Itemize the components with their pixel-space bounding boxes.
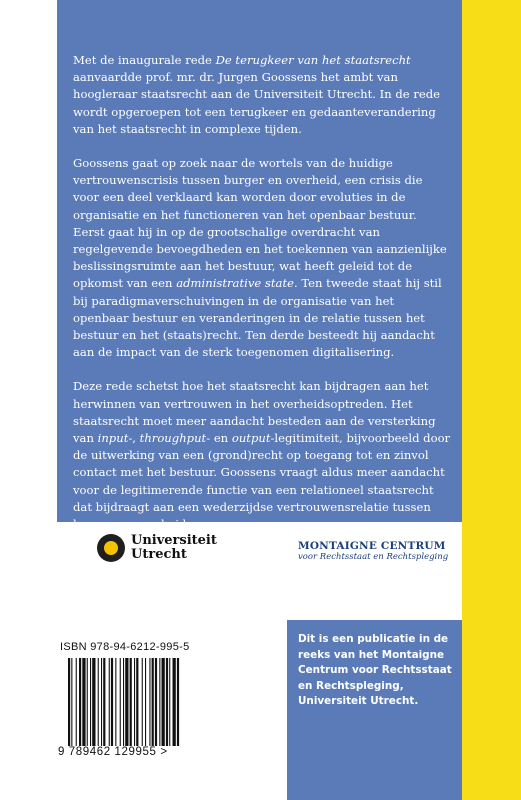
paragraph-1: Met de inaugurale rede De terugkeer van het staatsrecht aanvaardde prof. mr. dr. Jurgen Goossens het ambt van hoogleraar staatsrecht aan de Universiteit Utrecht. In de rede wordt opgeroepen tot een terugkeer en gedaanteverandering van het staatsrecht in complexe tijden. (73, 53, 441, 136)
publication-note: Dit is een publicatie in de reeks van het Montaigne Centrum voor Rechtsstaat en Rechtspleging, Universiteit Utrecht. (298, 633, 452, 707)
barcode-icon (68, 658, 272, 746)
universiteit-utrecht-logo (97, 534, 217, 562)
montaigne-centrum-title: MONTAIGNE CENTRUM (298, 540, 446, 552)
barcode-number: 9 789462 129955 > (58, 746, 168, 758)
paragraph-3: Deze rede schetst hoe het staatsrecht kan bijdragen aan het herwinnen van vertrouwen in het overheidsoptreden. Het staatsrecht moet meer aandacht besteden aan de versterking van input-, throughput- en output-legitimiteit, bijvoorbeeld door de uitwerking van een (grond)recht op toegang tot en zinvol contact met het bestuur. Goossens vraagt aldus meer aandacht voor de legitimerende functie van een relationeel staatsrecht dat bijdraagt aan een wederzijdse vertrouwensrelatie tussen burger en overheid. (73, 379, 451, 532)
uu-name: Universiteit Utrecht (131, 533, 217, 562)
paragraph-2: Goossens gaat op zoek naar de wortels van de huidige vertrouwenscrisis tussen burger en overheid, een crisis die voor een deel verklaard kan worden door evoluties in de organisatie en het functioneren van het openbaar bestuur. Eerst gaat hij in op de grootschalige overdracht van regelgevende bevoegdheden en het toekennen van aanzienlijke beslissingsruimte aan het bestuur, wat heeft geleid tot de opkomst van een administrative state. Ten tweede staat hij stil bij paradigmaverschuivingen in de organisatie van het openbaar bestuur en veranderingen in de relatie tussen het bestuur en het (staats)recht. Ten derde besteedt hij aandacht aan de impact van de sterk toegenomen digitalisering. (73, 156, 447, 360)
montaigne-centrum-subtitle: voor Rechtsstaat en Rechtspleging (298, 552, 449, 562)
isbn-label: ISBN 978-94-6212-995-5 (60, 641, 190, 653)
uu-seal-icon (97, 534, 125, 562)
blurb-text (73, 52, 451, 550)
yellow-stripe (462, 0, 521, 800)
